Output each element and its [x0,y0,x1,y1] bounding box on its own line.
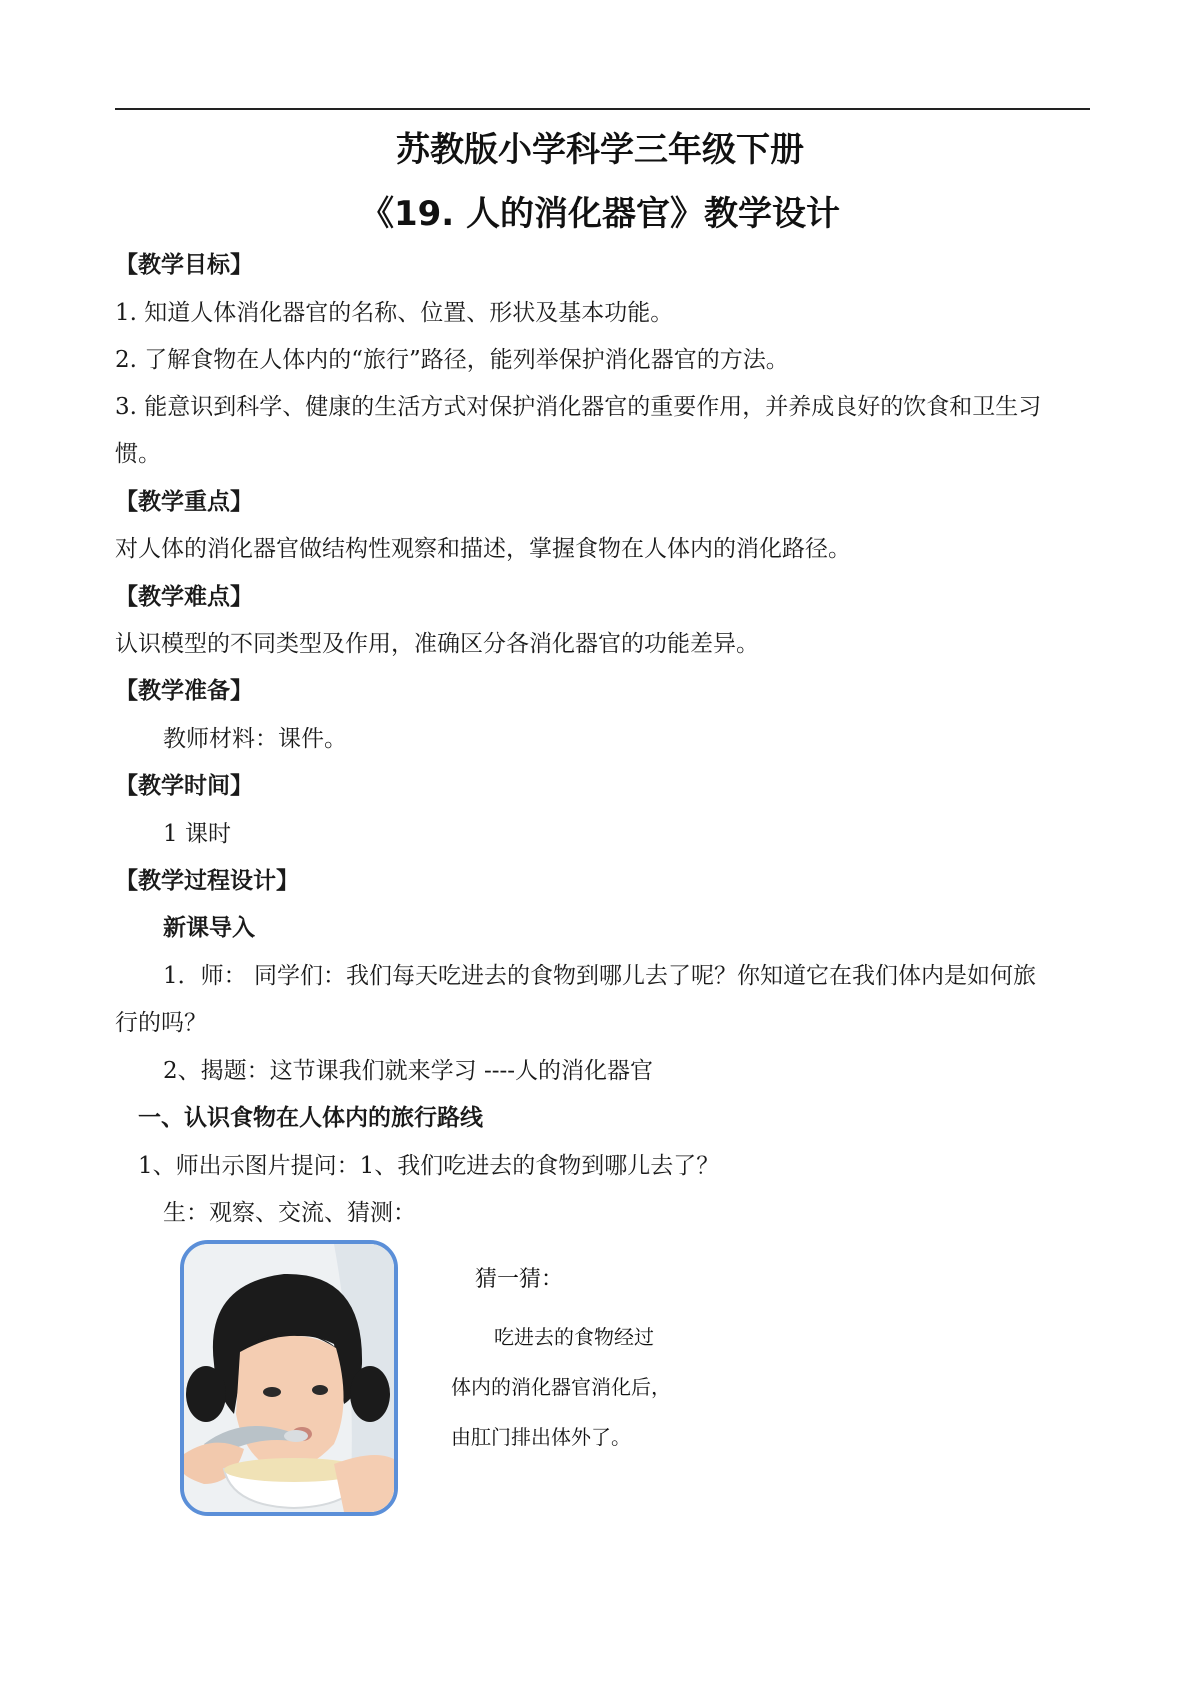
preparation-text: 教师材料：课件。 [163,726,347,752]
key-points-heading: 【教学重点】 [115,489,253,515]
objective-1: 1. 知道人体消化器官的名称、位置、形状及基本功能。 [115,300,674,326]
section1-question: 1、师出示图片提问：1、我们吃进去的食物到哪儿去了？ [138,1153,720,1179]
girl-eating-illustration [184,1244,394,1512]
objective-3-cont: 惯。 [115,441,161,467]
intro-heading: 新课导入 [163,915,255,941]
document-title: 苏教版小学科学三年级下册 [396,130,804,170]
section1-student: 生：观察、交流、猜测： [163,1200,416,1226]
objective-2: 2. 了解食物在人体内的“旅行”路径，能列举保护消化器官的方法。 [115,347,789,373]
intro-item-1: 1．师： 同学们：我们每天吃进去的食物到哪儿去了呢？你知道它在我们体内是如何旅 [163,963,1036,989]
guess-line-1: 吃进去的食物经过 [494,1325,654,1349]
process-heading: 【教学过程设计】 [115,868,299,894]
section1-heading: 一、认识食物在人体内的旅行路线 [138,1105,483,1131]
document-subtitle: 《19. 人的消化器官》教学设计 [359,194,841,234]
preparation-heading: 【教学准备】 [115,678,253,704]
key-points-text: 对人体的消化器官做结构性观察和描述，掌握食物在人体内的消化路径。 [115,536,851,562]
time-text: 1 课时 [163,821,231,847]
difficulties-heading: 【教学难点】 [115,584,253,610]
intro-item-1-cont: 行的吗？ [115,1010,207,1036]
time-heading: 【教学时间】 [115,773,253,799]
objective-3: 3. 能意识到科学、健康的生活方式对保护消化器官的重要作用，并养成良好的饮食和卫生习 [115,394,1042,420]
difficulties-text: 认识模型的不同类型及作用，准确区分各消化器官的功能差异。 [115,631,759,657]
guess-line-3: 由肛门排出体外了。 [451,1425,631,1449]
girl-eating-photo [180,1240,398,1516]
guess-title: 猜一猜： [475,1267,564,1292]
objectives-heading: 【教学目标】 [115,252,253,278]
header-rule [115,108,1090,110]
guess-line-2: 体内的消化器官消化后， [451,1375,671,1399]
intro-item-2: 2、揭题：这节课我们就来学习 ----人的消化器官 [163,1058,654,1084]
